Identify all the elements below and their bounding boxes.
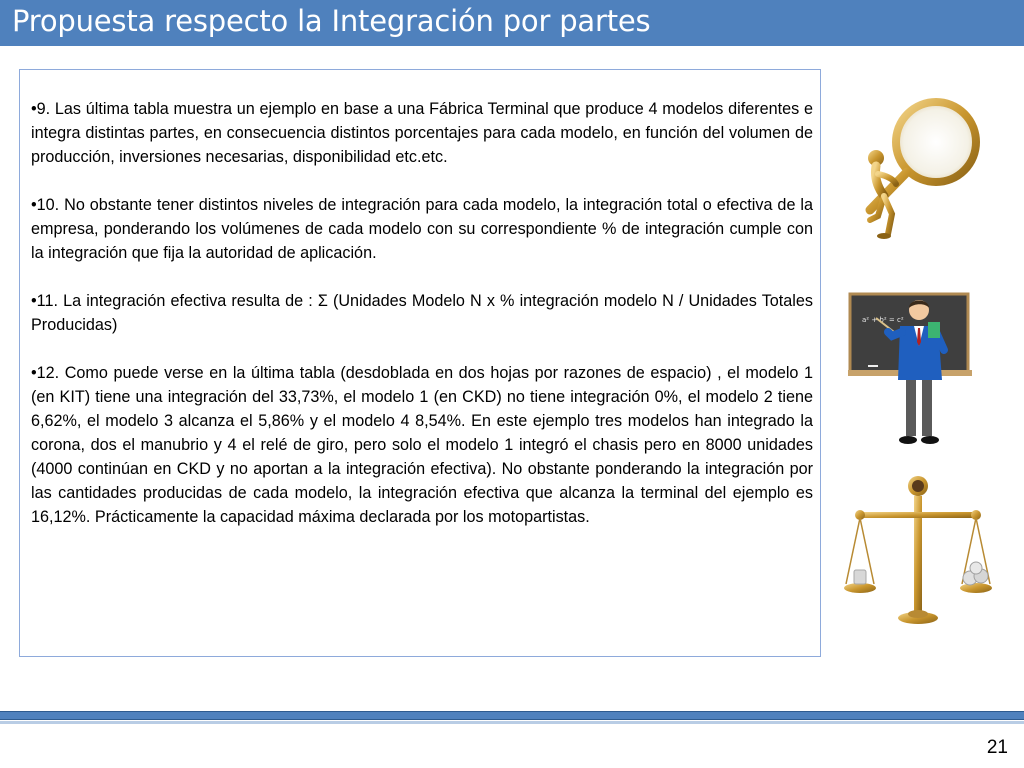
slide-title: Propuesta respecto la Integración por partes xyxy=(12,4,651,38)
content-box xyxy=(19,69,821,657)
footer-divider xyxy=(0,721,1024,724)
magnifying-glass-figure-icon xyxy=(840,92,990,242)
blackboard-formula: a² + b² = c² xyxy=(862,316,904,324)
content-text xyxy=(31,97,813,553)
page-number: 21 xyxy=(986,737,1008,758)
paragraph-11: •11. La integración efectiva resulta de : Σ (Unidades Modelo N x % integración modelo N / Unidades Totales Producidas) xyxy=(31,292,813,334)
teacher-blackboard-icon xyxy=(848,292,974,456)
paragraph-9: •9. Las última tabla muestra un ejemplo en base a una Fábrica Terminal que produce 4 modelos diferentes e integra distintas partes, en consecuencia distintos porcentajes para cada modelo, en función del volumen de producción, inversiones necesarias, disponibilidad etc.etc. xyxy=(31,100,813,166)
paragraph-12: •12. Como puede verse en la última tabla (desdoblada en dos hojas por razones de espacio) , el modelo 1 (en KIT) tiene una integración del 33,73%, el modelo 1 (en CKD) no tiene integración 0%, el modelo 2 tiene 6,62%, el modelo 3 alcanza el 5,86% y el modelo 4 8,54%. En este ejemplo tres modelos han integrado la corona, dos el manubrio y 4 el relé de giro, pero solo el modelo 1 integró el chasis pero en 8000 unidades (4000 continúan en CKD y no aportan a la integración efectiva). No obstante ponderando la integración por las cantidades producidas de cada modelo, la integración efectiva que alcanza la terminal del ejemplo es 16,12%. Prácticamente la capacidad máxima declarada por los motopartistas. xyxy=(31,364,813,526)
footer-bar xyxy=(0,711,1024,720)
balance-scale-icon xyxy=(842,472,1002,632)
paragraph-10: •10. No obstante tener distintos niveles de integración para cada modelo, la integración total o efectiva de la empresa, ponderando los volúmenes de cada modelo con su correspondiente % de integración cumple con la integración que fija la autoridad de aplicación. xyxy=(31,196,813,262)
title-bar xyxy=(0,0,1024,46)
